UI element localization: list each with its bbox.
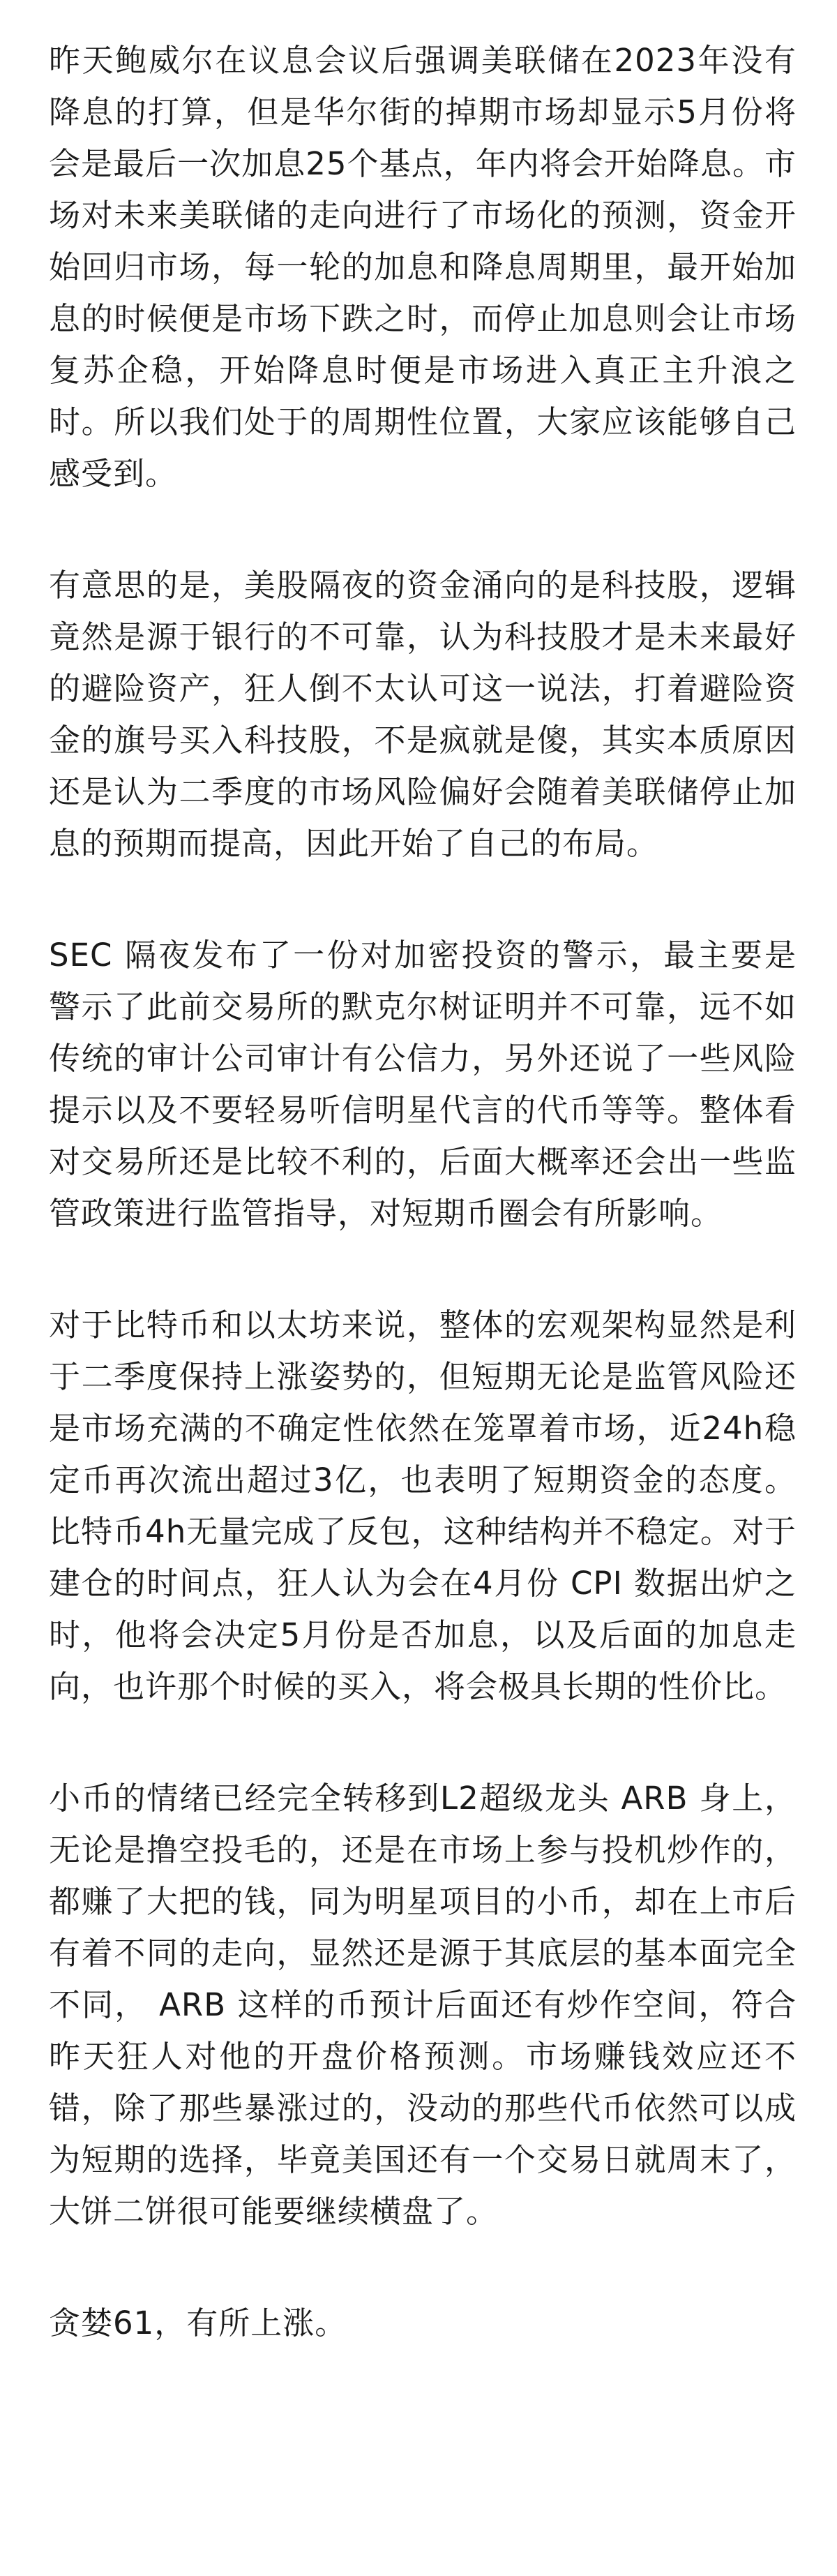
paragraph-altcoins-arb: 小币的情绪已经完全转移到L2超级龙头 ARB 身上，无论是撸空投毛的，还是在市场上参与投机炒作的，都赚了大把的钱，同为明星项目的小币，却在上市后有着不同的走向，显然还是源于其底层的基本面完全不同， ARB 这样的币预计后面还有炒作空间，符合昨天狂人对他的开盘价格预测。市场赚钱效应还不错，除了那些暴涨过的，没动的那些代币依然可以成为短期的选择，毕竟美国还有一个交易日就周末了，大饼二饼很可能要继续横盘了。 <box>49 1780 797 2230</box>
paragraph-fed-rate-outlook: 昨天鲍威尔在议息会议后强调美联储在2023年没有降息的打算，但是华尔街的掉期市场却显示5月份将会是最后一次加息25个基点，年内将会开始降息。市场对未来美联储的走向进行了市场化的预测，资金开始回归市场，每一轮的加息和降息周期里，最开始加息的时候便是市场下跌之时，而停止加息则会让市场复苏企稳，开始降息时便是市场进入真正主升浪之时。所以我们处于的周期性位置，大家应该能够自己感受到。 <box>49 42 797 492</box>
paragraph-greed-index: 贪婪61，有所上涨。 <box>49 2305 347 2342</box>
paragraph-sec-warning: SEC 隔夜发布了一份对加密投资的警示，最主要是警示了此前交易所的默克尔树证明并不可靠，远不如传统的审计公司审计有公信力，另外还说了一些风险提示以及不要轻易听信明星代言的代币等等。整体看对交易所还是比较不利的，后面大概率还会出一些监管政策进行监管指导，对短期币圈会有所影响。 <box>49 937 797 1232</box>
paragraph-tech-stocks: 有意思的是，美股隔夜的资金涌向的是科技股，逻辑竟然是源于银行的不可靠，认为科技股才是未来最好的避险资产，狂人倒不太认可这一说法，打着避险资金的旗号买入科技股，不是疯就是傻，其实本质原因还是认为二季度的市场风险偏好会随着美联储停止加息的预期而提高，因此开始了自己的布局。 <box>49 567 797 862</box>
paragraph-btc-eth: 对于比特币和以太坊来说，整体的宏观架构显然是利于二季度保持上涨姿势的，但短期无论是监管风险还是市场充满的不确定性依然在笼罩着市场，近24h稳定币再次流出超过3亿，也表明了短期资金的态度。比特币4h无量完成了反包，这种结构并不稳定。对于建仓的时间点，狂人认为会在4月份 CPI 数据出炉之时，他将会决定5月份是否加息，以及后面的加息走向，也许那个时候的买入，将会极具长期的性价比。 <box>49 1306 797 1705</box>
